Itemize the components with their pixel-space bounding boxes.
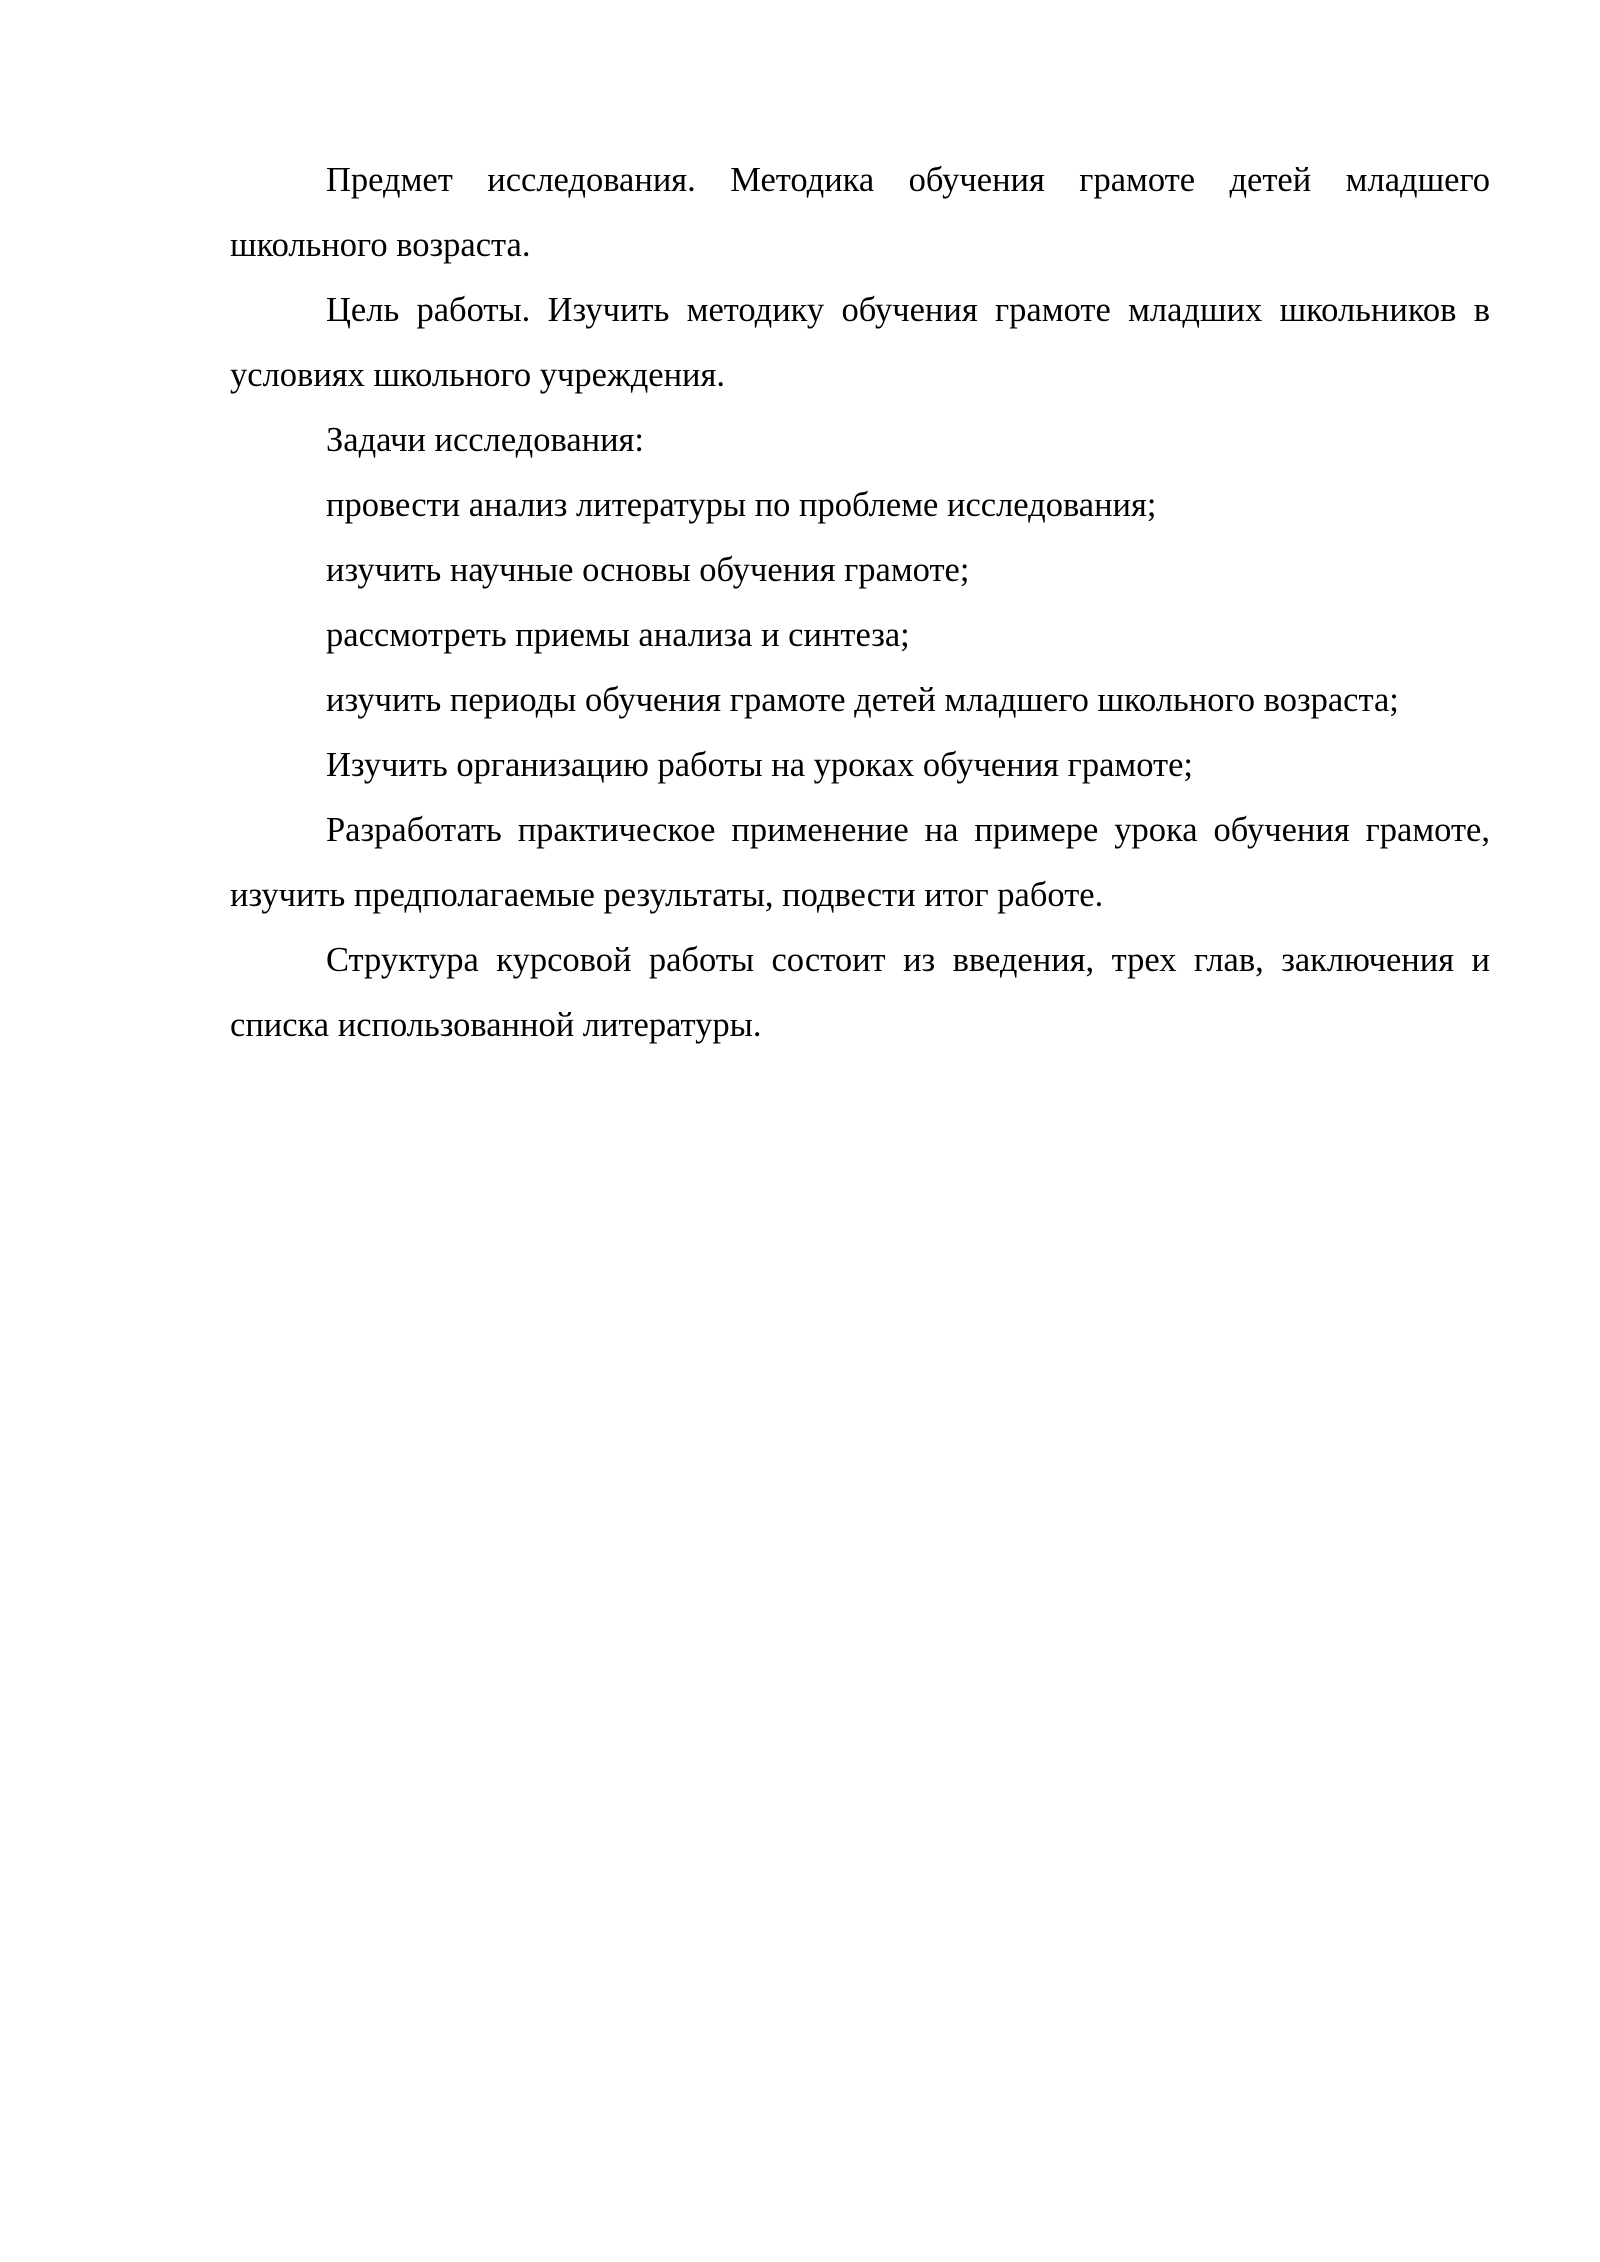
list-item-task: рассмотреть приемы анализа и синтеза;	[326, 616, 910, 654]
list-item-task: провести анализ литературы по проблеме исследования;	[326, 486, 1157, 524]
paragraph-subject: Предмет исследования. Методика обучения грамоте детей младшего школьного возраста.	[230, 161, 1490, 264]
paragraph-structure: Структура курсовой работы состоит из введения, трех глав, заключения и списка использованной литературы.	[230, 941, 1490, 1044]
list-item-task: Разработать практическое применение на примере урока обучения грамоте, изучить предполагаемые результаты, подвести итог работе.	[230, 811, 1490, 914]
paragraph-goal: Цель работы. Изучить методику обучения грамоте младших школьников в условиях школьного учреждения.	[230, 291, 1490, 394]
document-body	[230, 148, 1490, 1058]
list-item-task: изучить научные основы обучения грамоте;	[326, 551, 970, 589]
list-item-task: изучить периоды обучения грамоте детей младшего школьного возраста;	[326, 681, 1399, 719]
paragraph-tasks-heading: Задачи исследования:	[326, 421, 645, 459]
list-item-task: Изучить организацию работы на уроках обучения грамоте;	[326, 746, 1193, 784]
